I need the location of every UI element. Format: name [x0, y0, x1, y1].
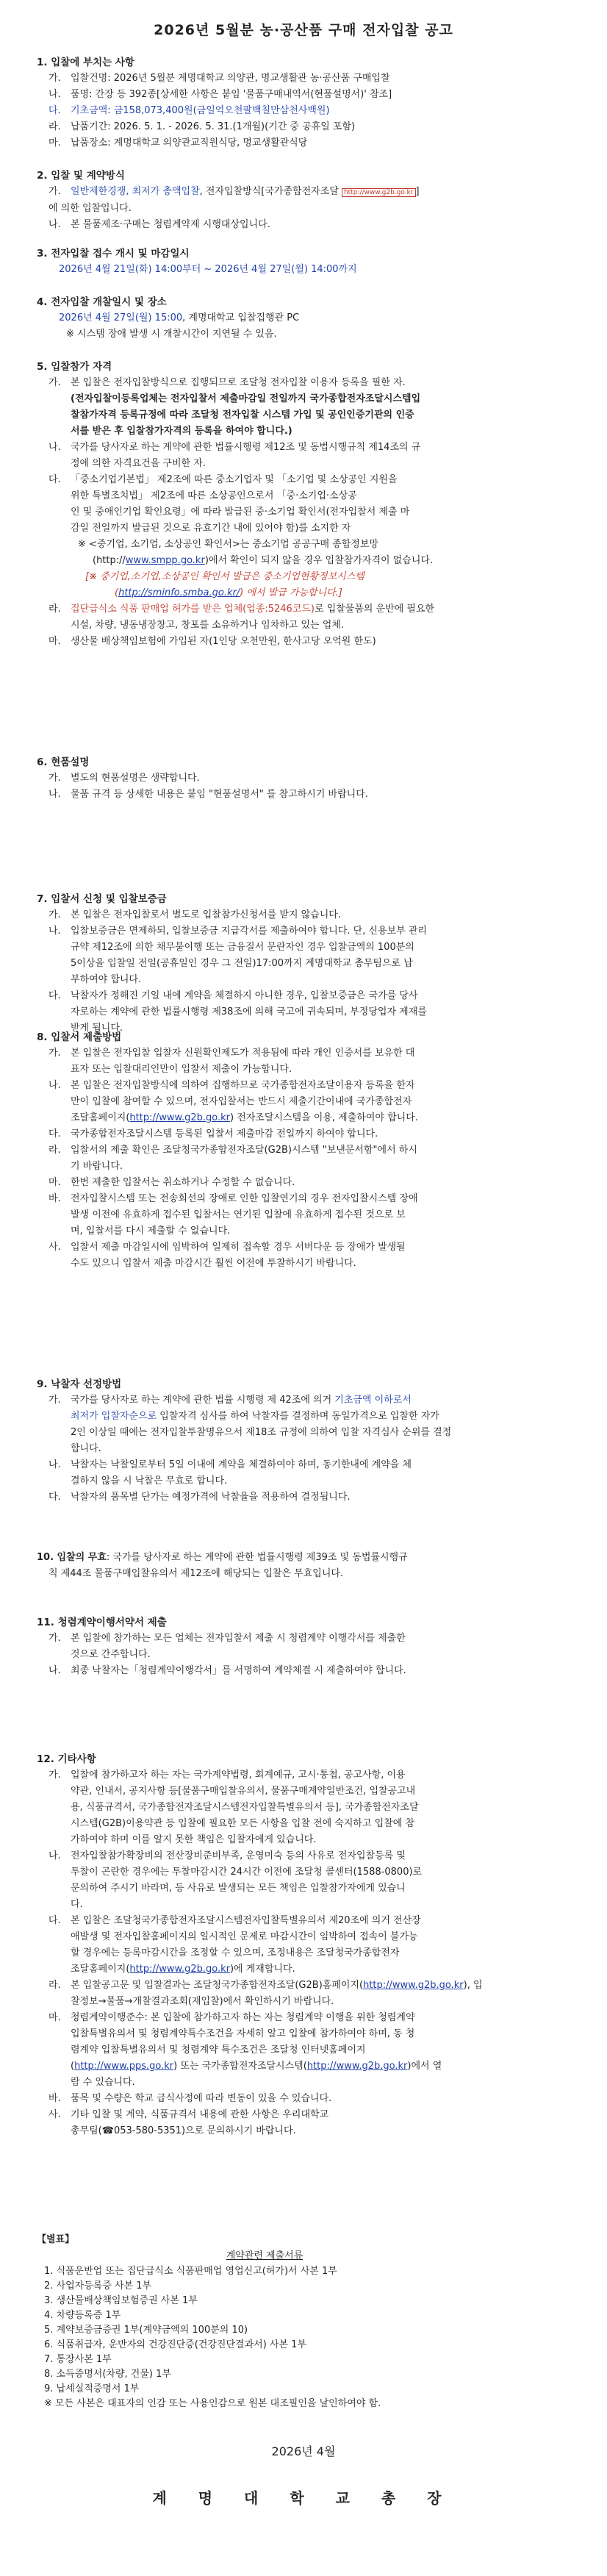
g2b-link[interactable]: http://www.g2b.go.kr	[363, 1980, 464, 1991]
section-12-heading: 12. 기타사항	[37, 1753, 96, 1765]
section-3-heading: 3. 전자입찰 접수 개시 및 마감일시	[37, 248, 190, 260]
section-1	[37, 54, 566, 151]
pps-link[interactable]: http://www.pps.go.kr	[74, 2061, 174, 2072]
section-6: 6. 현품설명 가. 별도의 현품설명은 생략합니다. 나. 물품 규격 등 상세한 내용은 붙임 "현품설명서" 를 참고하시기 바랍니다.	[37, 754, 566, 803]
attachment-heading: 【별표】	[37, 2234, 75, 2245]
section-11: 11. 청렴계약이행서약서 제출 가. 본 입찰에 참가하는 모든 업체는 전자입찰서 제출 시 청렴계약 이행각서를 제출한 것으로 간주합니다. 나. 최종 낙찰자는「청렴계약이행각서」를 서명하여 계약체결 시 제출하여야 합니다.	[37, 1614, 566, 1679]
attachment-section	[37, 2232, 566, 2411]
section-11-heading: 11. 청렴계약이행서약서 제출	[37, 1617, 167, 1628]
section-10-heading: 10. 입찰의 무효	[37, 1552, 107, 1563]
section-9-heading: 9. 낙찰자 선정방법	[37, 1378, 122, 1390]
list-item: 2. 사업자등록증 사본 1부	[44, 2280, 152, 2291]
list-item: 9. 납세실적증명서 1부	[44, 2383, 140, 2394]
list-item: 4. 차량등록증 1부	[44, 2310, 121, 2321]
list-item: 1. 식품운반업 또는 집단급식소 식품판매업 영업신고(허가)서 사본 1부	[44, 2266, 337, 2277]
section-2: 2. 입찰 및 계약방식 가. 일반제한경쟁, 최저가 총액입찰, 전자입찰방식[국가종합전자조달 http://www.g2b.go.kr ] 에 의한 입찰입니다. 나. 본 물품제조·구매는 청렴계약제 시행대상입니다.	[37, 168, 566, 233]
list-item: 8. 소득증명서(차량, 건물) 1부	[44, 2369, 171, 2380]
section-7-heading: 7. 입찰서 신청 및 입찰보증금	[37, 893, 167, 905]
list-item: 나. 본 물품제조·구매는 청렴계약제 시행대상입니다.	[49, 219, 270, 230]
attachment-note: ※ 모든 사본은 대표자의 인감 또는 사용인감으로 원본 대조필인을 날인하여야 함.	[44, 2398, 381, 2409]
issuer-signature: 계 명 대 학 교 총 장	[152, 2489, 455, 2507]
list-item: 가. 입찰건명: 2026년 5월분 계명대학교 의양관, 명교생활관 농·공산품 구매입찰	[49, 73, 390, 84]
section-8-heading: 8. 입찰서 제출방법	[37, 1031, 122, 1043]
list-item: 7. 통장사본 1부	[44, 2354, 112, 2365]
section-6-heading: 6. 현품설명	[37, 756, 90, 768]
attachment-list	[37, 2264, 566, 2411]
section-5-heading: 5. 입찰참가 자격	[37, 361, 112, 373]
list-item: 가. 일반제한경쟁, 최저가 총액입찰, 전자입찰방식[국가종합전자조달 http://www.g2b.go.kr ]	[49, 186, 420, 197]
notice-title: 2026년 5월분 농·공산품 구매 전자입찰 공고	[154, 22, 453, 38]
section-1-heading: 1. 입찰에 부치는 사항	[37, 57, 134, 68]
sminfo-link[interactable]: http://sminfo.smba.go.kr/	[118, 587, 240, 598]
section-3	[37, 246, 566, 278]
list-item: 라. 납품기간: 2026. 5. 1. - 2026. 5. 31.(1개월)(기간 중 공휴일 포함)	[49, 121, 356, 132]
section-4: 4. 전자입찰 개찰일시 및 장소 2026년 4월 27일(월) 15:00, 계명대학교 입찰집행관 PC ※ 시스템 장애 발생 시 개찰시간이 지연될 수 있음.	[37, 294, 566, 343]
section-8: 8. 입찰서 제출방법 가. 본 입찰은 전자입찰 입찰자 신원확인제도가 적용됨에 따라 개인 인증서를 보유한 대 표자 또는 입찰대리인만이 입찰서 제출이 가능합니다. 나. 본 입찰은 전자입찰방식에 의하여 집행하므로 국가종합전자조달이용자 등록을 한자 만이 입찰에 참여할 수 있으며, 전자입찰서는 반드시 제출기간이내에 국가종합전자 조달홈페이지(http://www.g2b.go.kr) 전자조달시스템을 이용, 제출하여야 합니다. 다. 국가종합전자조달시스템 등록된 입찰서 제출마감 전일까지 하여야 합니다. 라. 입찰서의 제출 확인은 조달청국가종합전자조달(G2B)시스템 "보낸문서함"에서 하시 기 바랍니다. 마. 한번 제출한 입찰서는 취소하거나 수정할 수 없습니다. 바. 전자입찰시스템 또는 전송회선의 장애로 인한 입찰연기의 경우 전자입찰시스템 장애 발생 이전에 유효하게 접수된 입찰서는 연기된 입찰에 유효하게 접수된 것으로 보 며, 입찰서를 다시 제출할 수 없습니다. 사. 입찰서 제출 마감일시에 임박하여 일제히 접속할 경우 서버다운 등 장애가 발생될 수도 있으니 입찰서 제출 마감시간 훨씬 이전에 투찰하시기 바랍니다.	[37, 1029, 566, 1272]
g2b-link[interactable]: http://www.g2b.go.kr	[129, 1112, 230, 1123]
list-item: 6. 식품취급자, 운반자의 건강진단증(건강진단결과서) 사본 1부	[44, 2339, 307, 2350]
section-7: 7. 입찰서 신청 및 입찰보증금 가. 본 입찰은 전자입찰로서 별도로 입찰참가신청서를 받지 않습니다. 나. 입찰보증금은 면제하되, 입찰보증금 지급각서를 제출하여야 합니다. 단, 신용보부 관리 규약 제12조에 의한 채무불이행 또는 금융질서 문란자인 경우 입찰금액의 100분의 5이상을 입찰일 전일(공휴일인 경우 그 전일)17:00까지 계명대학교 총무팀으로 납 부하여야 합니다. 다. 낙찰자가 정해진 기일 내에 계약을 체결하지 아니한 경우, 입찰보증금은 국가를 당사 자로하는 계약에 관한 법률시행령 제38조에 의해 국고에 귀속되며, 부정당업자 제재를 받게 됩니다.	[37, 891, 566, 1037]
section-9: 9. 낙찰자 선정방법 가. 국가를 당사자로 하는 계약에 관한 법률 시행령 제 42조에 의거 기초금액 이하로서 최저가 입찰자순으로 입찰자격 심사를 하여 낙찰자를 결정하며 동일가격으로 입찰한 자가 2인 이상일 때에는 전자입찰투찰명유으서 제18조 규정에 의하여 입찰 자격심사 순위를 결정 합니다. 나. 낙찰자는 낙찰일로부터 5일 이내에 계약을 체결하여야 하며, 동기한내에 계약을 체 결하지 않을 시 낙찰은 무효로 합니다. 다. 낙찰자의 품목별 단가는 예정가격에 낙찰율을 적용하여 결정됩니다.	[37, 1376, 566, 1506]
smpp-link[interactable]: www.smpp.go.kr	[125, 555, 205, 566]
list-item: 3. 생산물배상책임보험증권 사본 1부	[44, 2295, 198, 2306]
list-item: 다. 기초금액: 금158,073,400원(금일억오천팔백칠만삼천사백원)	[49, 105, 330, 116]
section-10: 10. 입찰의 무효: 국가를 당사자로 하는 계약에 관한 법률시행령 제39조 및 동법률시행규 칙 제44조 물품구매입찰유의서 제12조에 해당되는 입찰은 무효입니다.	[37, 1552, 408, 1579]
list-item: 나. 품명: 간장 등 392종[상세한 사항은 붙임 '물품구매내역서(현품설명서)' 참조]	[49, 89, 392, 100]
section-12: 12. 기타사항 가. 입찰에 참가하고자 하는 자는 국가계약법령, 회계예규, 고시·통첩, 공고사항, 이용 약관, 인내서, 공지사항 등[물품구매입찰유의서, 물품구매계약일반조건, 입찰공고내 용, 식품규격서, 국가종합전자조달시스템전자입찰특별유의서 등], 국가종합전자조달 시스템(G2B)이용약관 등 입찰에 필요한 모든 사항을 입찰 전에 숙지하고 입찰에 참 가하여야 하며 이를 알지 못한 책임은 입찰자에게 있습니다. 나. 전자입찰참가확장비의 전산장비준비부족, 운영미숙 등의 사유로 전자입찰등록 및 투찰이 곤란한 경우에는 투찰마감시간 24시간 이전에 조달청 콜센터(1588-0800)로 문의하여 주시기 바라며, 등 사유로 발생되는 모든 책임은 입찰참가자에게 있습니 다. 다. 본 입찰은 조달청국가종합전자조달시스템전자입찰특별유의서 제20조에 의거 전산장 애발생 및 전자입찰홈페이지의 일시적인 문제로 마감시간이 임박하여 접속이 불가능 할 경우에는 등록마감시간을 조정할 수 있으며, 조정내용은 조달청국가종합전자 조달홈페이지(http://www.g2b.go.kr)에 게재합니다. 라. 본 입찰공고문 및 입찰결과는 조달청국가종합전자조달(G2B)홈페이지(http://www.g2b.go.kr), 입 찰정보→물품→개찰결과조회(재입찰)에서 확인하시기 바랍니다. 마. 청렴계약이행준수: 본 입찰에 참가하고자 하는 자는 청렴계약 이행을 위한 청렴계약 입찰특별유의서 및 청렴계약특수조건을 자세히 알고 입찰에 참가하여야 하며, 동 청 렴계약 입찰특별유의서 및 청렴계약 특수조건은 조달청 인터넷홈페이지 (http://www.pps.go.kr) 또는 국가종합전자조달시스템(http://www.g2b.go.kr)에서 열 람 수 있습니다. 바. 품목 및 수량은 학교 급식사정에 따라 변동이 있을 수 있습니다. 사. 기타 입찰 및 계약, 식품규격서 내용에 관한 사항은 우리대학교 총무팀(☎053-580-5351)으로 문의하시기 바랍니다.	[37, 1751, 566, 2139]
section-2-heading: 2. 입찰 및 계약방식	[37, 170, 125, 182]
notice-date: 2026년 4월	[271, 2444, 336, 2458]
attachment-subtitle: 계약관련 제출서류	[226, 2250, 304, 2261]
section-4-heading: 4. 전자입찰 개찰일시 및 장소	[37, 296, 167, 308]
g2b-link[interactable]: http://www.g2b.go.kr	[129, 1964, 230, 1975]
list-item: 5. 계약보증금증권 1부(계약금액의 100분의 10)	[44, 2325, 248, 2336]
list-item: 마. 납품장소: 계명대학교 의양관교직원식당, 명교생활관식당	[49, 137, 308, 149]
bid-period: 2026년 4월 21일(화) 14:00부터 ~ 2026년 4월 27일(월) 14:00까지	[59, 264, 357, 275]
g2b-link[interactable]: http://www.g2b.go.kr	[342, 188, 416, 197]
section-5: 5. 입찰참가 자격 가. 본 입찰은 전자입찰방식으로 집행되므로 조달청 전자입찰 이용자 등록을 필한 자. (전자입찰이등록업체는 전자입찰서 제출마감일 전일까지 국가종합전자조달시스템입 찰참가자격 등록규정에 따라 조달청 전자입찰 시스템 가입 및 공인인증기관의 인증 서를 받은 후 입찰참가자격의 등록을 하여야 합니다.) 나. 국가를 당사자로 하는 계약에 관한 법률시행령 제12조 및 동법시행규칙 제14조의 규 정에 의한 자격요건을 구비한 자. 다. 「중소기업기본법」 제2조에 따른 중소기업자 및 「소기업 및 소상공인 지원을 위한 특별조치법」 제2조에 따른 소상공인으로서 「중·소기업·소상공 인 및 중애인기업 확인요령」에 따라 발급된 중·소기업 확인서(전자입찰서 제출 마 감일 전일까지 발급된 것으로 유효기간 내에 있어야 함)를 소지한 자 ※ <중기업, 소기업, 소상공인 확인서>는 중소기업 공공구매 종합정보망 (http://www.smpp.go.kr)에서 확인이 되지 않을 경우 입찰참가자격이 없습니다. [※ 중기업,소기업,소상공인 확인서 발급은 중소기업현황정보시스템 (http://sminfo.smba.go.kr/) 에서 발급 가능합니다.] 라. 집단급식소 식품 판매업 허가를 받은 업체(업종:5246코드)로 입찰물품의 운반에 필요한 시설, 차량, 냉동냉장창고, 창포를 소유하거나 임차하고 있는 업체. 마. 생산물 배상책임보험에 가입된 자(1인당 오천만원, 한사고당 오억원 한도)	[37, 359, 566, 650]
g2b-link[interactable]: http://www.g2b.go.kr	[306, 2061, 408, 2072]
